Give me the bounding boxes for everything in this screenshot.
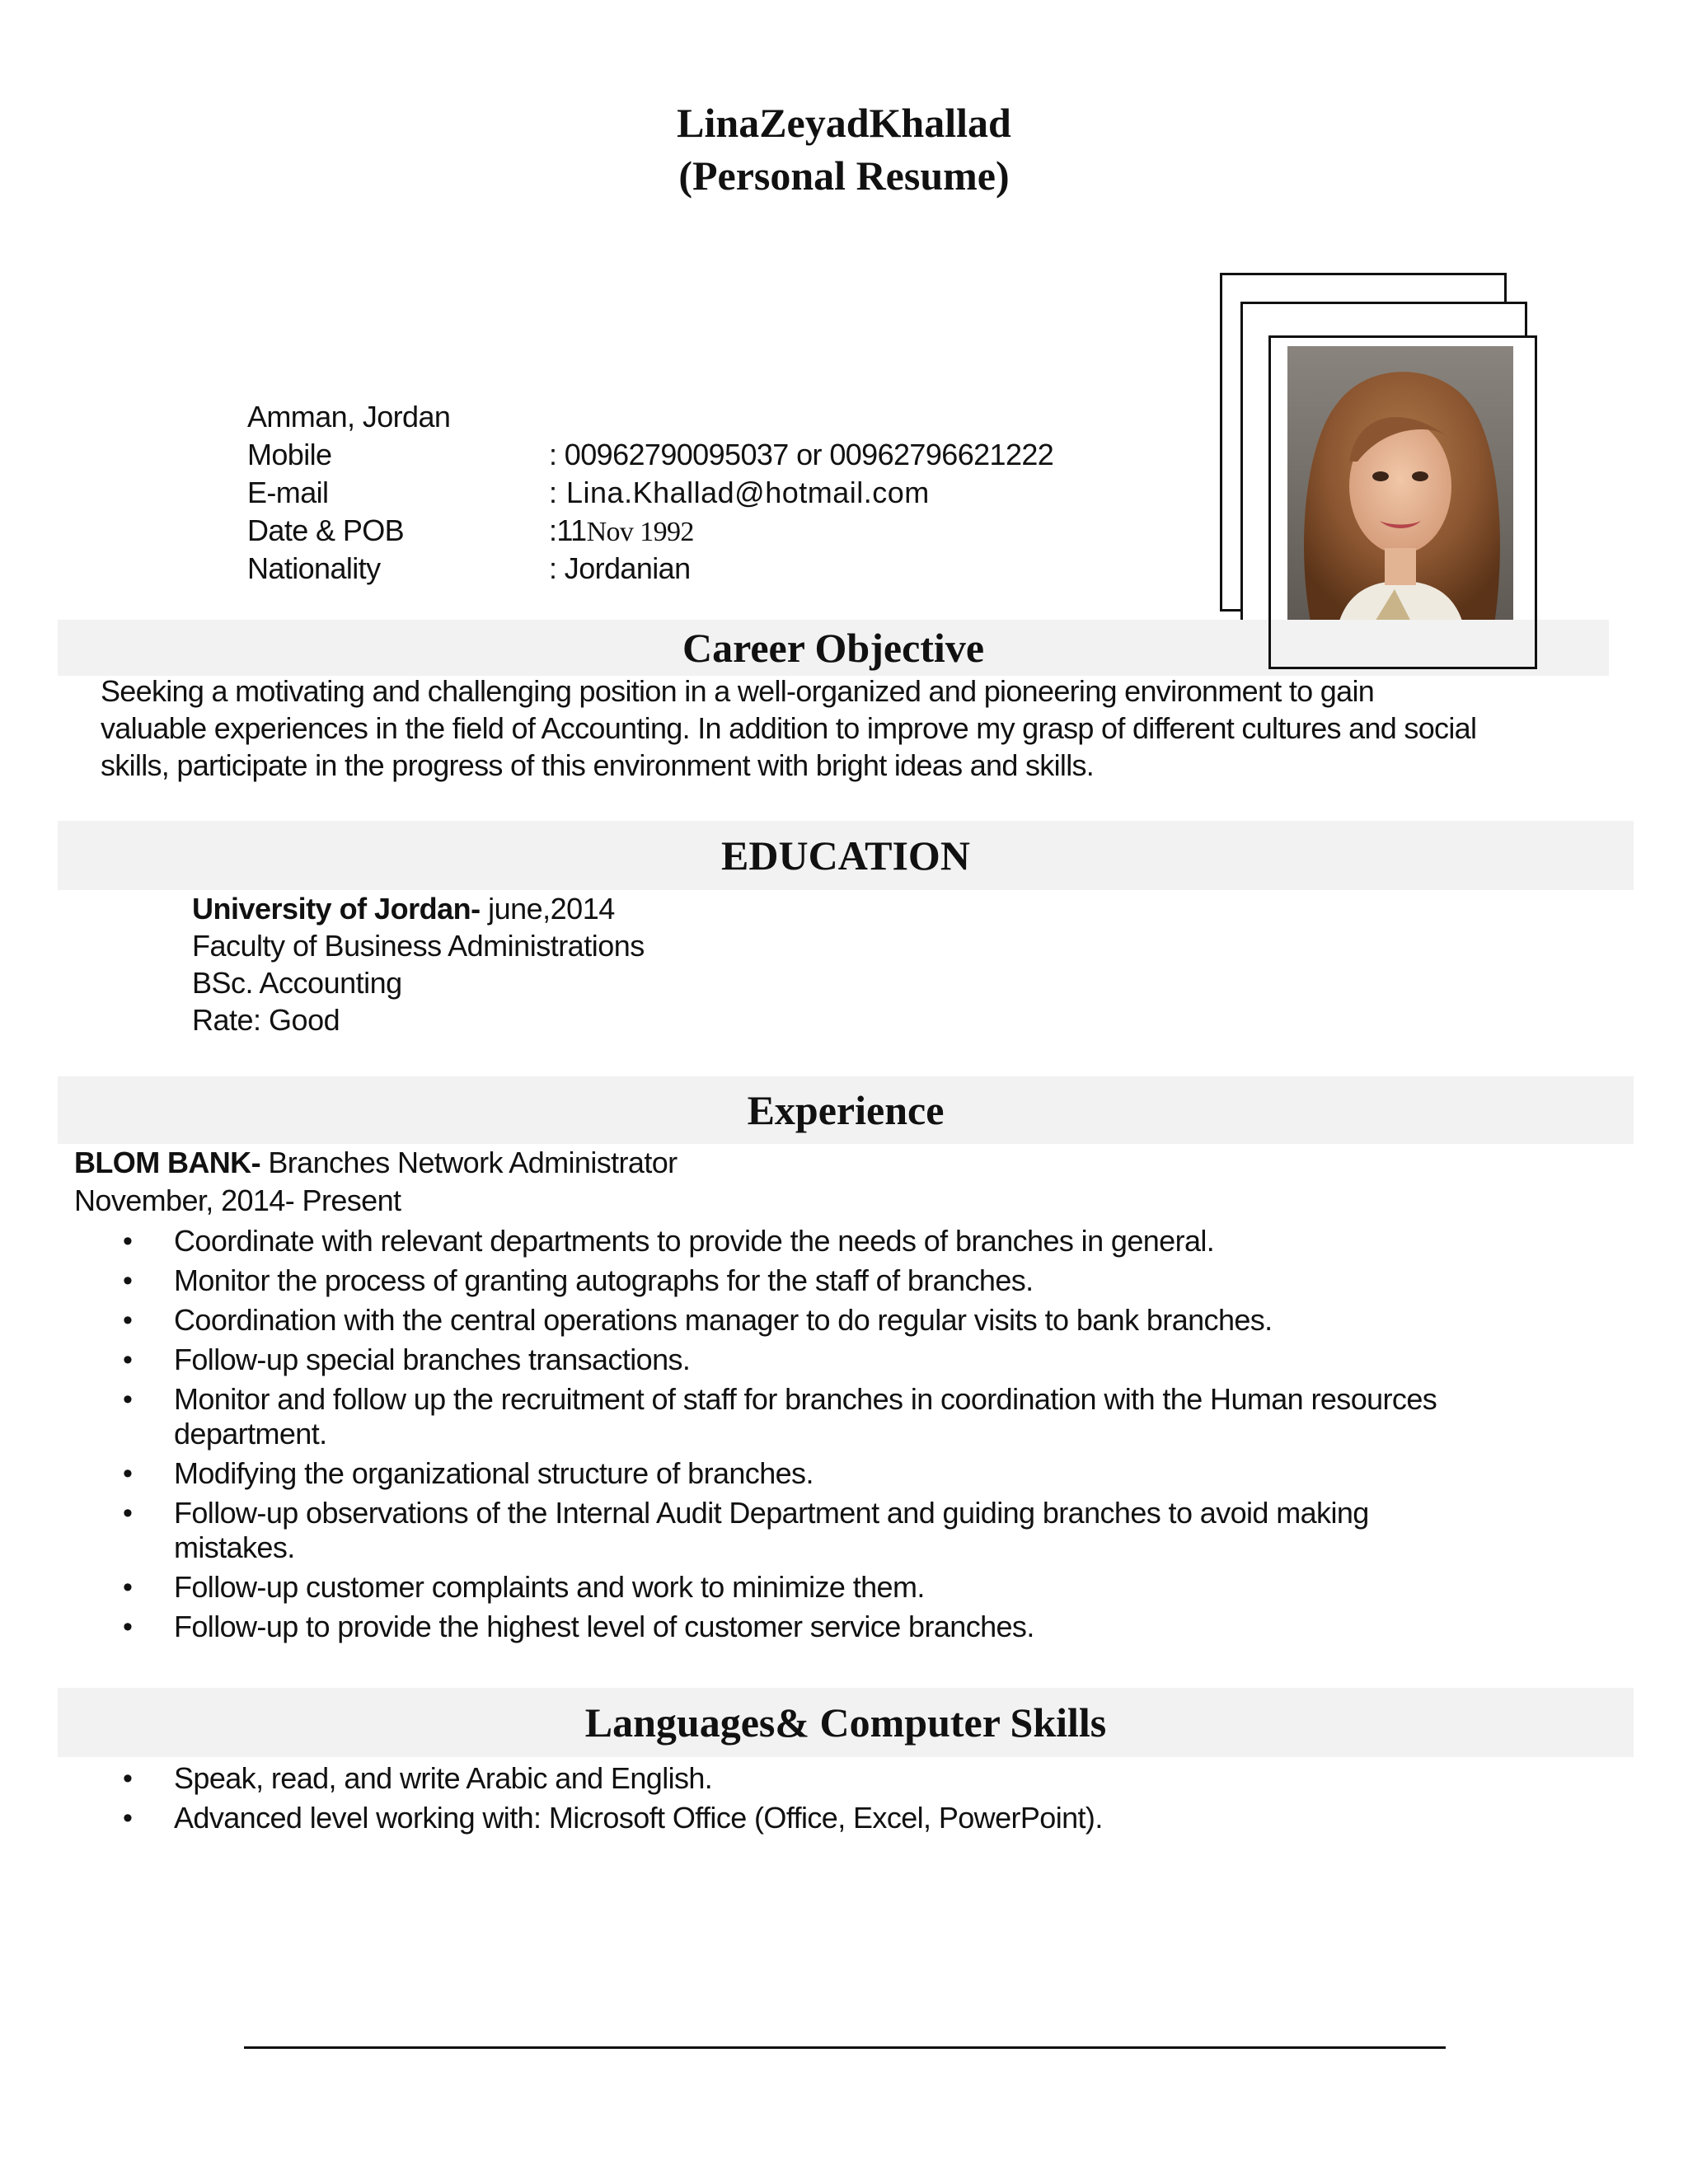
photo-frame-front-overlay — [1268, 335, 1537, 669]
career-objective-title: Career Objective — [682, 625, 985, 671]
bullet-icon: • — [123, 1497, 133, 1529]
education-block — [192, 890, 645, 1038]
university-name: University of Jordan- — [192, 892, 481, 926]
contact-mobile-row — [247, 436, 1053, 474]
nationality-label: Nationality — [247, 551, 381, 585]
experience-item — [123, 1496, 1493, 1565]
bullet-icon: • — [123, 1802, 133, 1834]
bullet-icon: • — [123, 1458, 133, 1489]
education-rate: Rate: Good — [192, 1003, 340, 1037]
experience-header — [74, 1144, 678, 1220]
experience-company-row — [74, 1144, 678, 1182]
experience-item — [123, 1343, 1493, 1377]
experience-item — [123, 1570, 1493, 1605]
bullet-icon: • — [123, 1344, 133, 1376]
resume-subtitle: (Personal Resume) — [678, 152, 1010, 199]
language-item-text: Advanced level working with: Microsoft Office (Office, Excel, PowerPoint). — [174, 1801, 1103, 1835]
mobile-value: : 00962790095037 or 00962796621222 — [549, 438, 1054, 471]
languages-title: Languages& Computer Skills — [584, 1699, 1107, 1746]
resume-name: LinaZeyadKhallad — [677, 100, 1011, 146]
language-item — [123, 1801, 1493, 1835]
experience-item-text: Modifying the organizational structure of branches. — [174, 1456, 814, 1490]
mobile-label: Mobile — [247, 438, 332, 471]
university-date: june,2014 — [480, 892, 615, 926]
education-faculty: Faculty of Business Administrations — [192, 929, 645, 963]
bullet-icon: • — [123, 1572, 133, 1603]
experience-item-text: Monitor the process of granting autographs for the staff of branches. — [174, 1263, 1034, 1297]
bullet-icon: • — [123, 1763, 133, 1794]
dob-label: Date & POB — [247, 513, 405, 547]
contact-location: Amman, Jordan — [247, 400, 451, 434]
bullet-icon: • — [123, 1226, 133, 1257]
experience-item-text: Follow-up observations of the Internal Audit Department and guiding branches to avoid making mistakes. — [174, 1496, 1369, 1564]
bullet-icon: • — [123, 1265, 133, 1296]
email-label: E-mail — [247, 476, 329, 509]
experience-item — [123, 1610, 1493, 1644]
bullet-icon: • — [123, 1611, 133, 1643]
experience-item-text: Coordination with the central operations manager to do regular visits to bank branches. — [174, 1303, 1273, 1337]
experience-list — [123, 1224, 1493, 1649]
experience-item-text: Follow-up special branches transactions. — [174, 1343, 691, 1376]
education-university-row — [192, 890, 645, 927]
language-item — [123, 1761, 1493, 1796]
dob-prefix: :11 — [549, 513, 587, 547]
experience-role: Branches Network Administrator — [260, 1146, 678, 1179]
bullet-icon: • — [123, 1305, 133, 1336]
contact-block — [247, 398, 1053, 588]
bullet-icon: • — [123, 1384, 133, 1415]
experience-period: November, 2014- Present — [74, 1183, 401, 1217]
dob-value: Nov 1992 — [586, 517, 694, 547]
contact-dob-row — [247, 512, 1053, 550]
contact-nationality-row — [247, 550, 1053, 588]
language-item-text: Speak, read, and write Arabic and English. — [174, 1761, 713, 1795]
experience-item — [123, 1456, 1493, 1491]
education-title: EDUCATION — [721, 832, 970, 879]
experience-item — [123, 1303, 1493, 1338]
experience-item — [123, 1263, 1493, 1298]
experience-item-text: Follow-up to provide the highest level of customer service branches. — [174, 1610, 1034, 1643]
nationality-value: : Jordanian — [549, 551, 691, 585]
experience-title: Experience — [747, 1087, 945, 1133]
footer-divider — [244, 2046, 1446, 2049]
languages-list — [123, 1761, 1493, 1840]
education-heading — [58, 821, 1634, 890]
experience-item-text: Follow-up customer complaints and work to minimize them. — [174, 1570, 925, 1604]
languages-heading — [58, 1688, 1634, 1757]
experience-item-text: Coordinate with relevant departments to provide the needs of branches in general. — [174, 1224, 1215, 1258]
experience-item — [123, 1224, 1493, 1258]
experience-item — [123, 1382, 1493, 1451]
experience-company: BLOM BANK- — [74, 1146, 260, 1179]
education-degree: BSc. Accounting — [192, 966, 402, 1000]
career-objective-text: Seeking a motivating and challenging position in a well-organized and pioneering environment to gain valuable experiences in the field of Accounting. In addition to improve my grasp of different cultures and social skills, participate in the progress of this environment with bright ideas and skills. — [101, 674, 1477, 782]
experience-item-text: Monitor and follow up the recruitment of staff for branches in coordination with the Human resources department. — [174, 1382, 1437, 1451]
email-value: : Lina.Khallad@hotmail.com — [549, 476, 930, 509]
experience-heading — [58, 1076, 1634, 1144]
contact-email-row — [247, 474, 1053, 512]
